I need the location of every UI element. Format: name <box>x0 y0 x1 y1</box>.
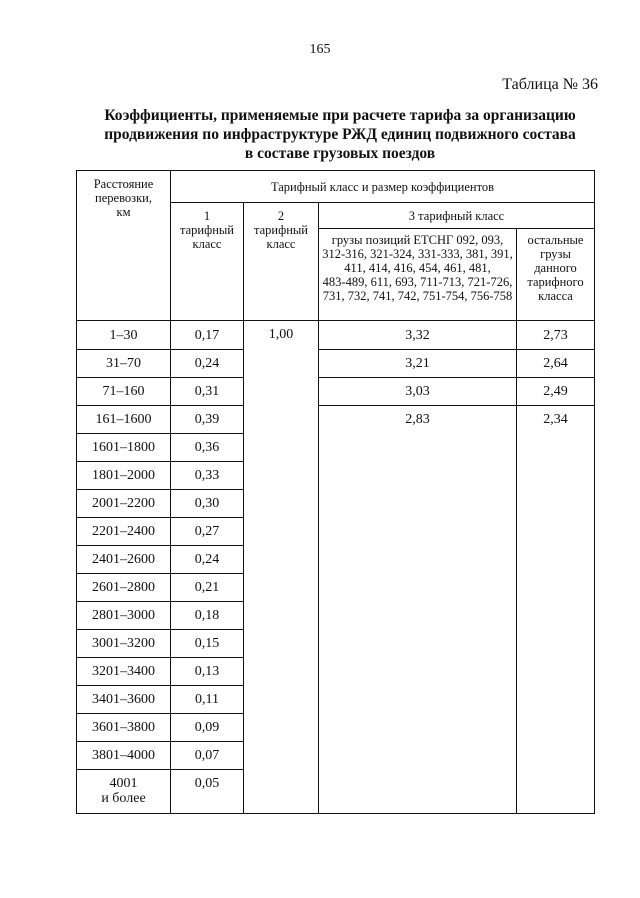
other-line: тарифного <box>527 275 584 289</box>
header-class-1 <box>171 203 244 321</box>
distance-cell: 2401–2600 <box>77 546 171 574</box>
distance-cell: 31–70 <box>77 350 171 378</box>
distance-cell: 1801–2000 <box>77 462 171 490</box>
header-class-3: 3 тарифный класс <box>319 203 595 229</box>
header-class-3-etsng <box>319 229 517 321</box>
distance-cell: 2001–2200 <box>77 490 171 518</box>
class1-cell: 0,39 <box>171 406 244 434</box>
other-line: остальные <box>527 233 584 247</box>
table-reference: Таблица № 36 <box>502 76 598 93</box>
class1-cell: 0,11 <box>171 686 244 714</box>
table-row <box>77 350 595 378</box>
class1-cell: 0,36 <box>171 434 244 462</box>
header-class-2 <box>244 203 319 321</box>
distance-cell: 161–1600 <box>77 406 171 434</box>
distance-cell: 71–160 <box>77 378 171 406</box>
distance-cell: 1601–1800 <box>77 434 171 462</box>
distance-cell: 2601–2800 <box>77 574 171 602</box>
etsng-line: грузы позиций ЕТСНГ 092, 093, <box>331 233 504 247</box>
header-tariff-group: Тарифный класс и размер коэффициентов <box>171 171 595 203</box>
class1-cell: 0,31 <box>171 378 244 406</box>
distance-cell: 1–30 <box>77 321 171 350</box>
header-distance-line: км <box>116 205 131 219</box>
etsng-line: 483-489, 611, 693, 711-713, 721-726, <box>322 275 513 289</box>
class2-cell: 1,00 <box>244 321 319 814</box>
etsng-line: 411, 414, 416, 454, 461, 481, <box>344 261 491 275</box>
header-class-3-other <box>517 229 595 321</box>
etsng-cell: 3,21 <box>319 350 517 378</box>
other-line: класса <box>538 289 573 303</box>
class1-cell: 0,05 <box>171 770 244 814</box>
other-cell: 2,49 <box>517 378 595 406</box>
distance-cell: 3401–3600 <box>77 686 171 714</box>
other-line: грузы <box>540 247 571 261</box>
class1-cell: 0,07 <box>171 742 244 770</box>
etsng-cell: 3,32 <box>319 321 517 350</box>
coefficients-table <box>76 170 595 814</box>
title-line: Коэффициенты, применяемые при расчете тарифа за организацию <box>104 107 576 124</box>
distance-cell: 3801–4000 <box>77 742 171 770</box>
header-distance-line: Расстояние <box>93 177 154 191</box>
class1-cell: 0,24 <box>171 350 244 378</box>
header-class-2-line: тарифный <box>254 223 308 237</box>
table-row <box>77 378 595 406</box>
distance-cell: 3201–3400 <box>77 658 171 686</box>
etsng-line: 312-316, 321-324, 331-333, 381, 391, <box>322 247 513 261</box>
distance-line: 4001 <box>109 776 138 791</box>
etsng-cell: 3,03 <box>319 378 517 406</box>
other-cell: 2,64 <box>517 350 595 378</box>
distance-cell <box>77 770 171 814</box>
header-distance-line: перевозки, <box>95 191 152 205</box>
header-class-1-line: тарифный <box>180 223 234 237</box>
distance-cell: 3001–3200 <box>77 630 171 658</box>
class1-cell: 0,30 <box>171 490 244 518</box>
class1-cell: 0,21 <box>171 574 244 602</box>
table-title <box>60 106 620 163</box>
header-distance <box>77 171 171 321</box>
header-class-1-line: 1 <box>203 209 211 223</box>
class1-cell: 0,27 <box>171 518 244 546</box>
class1-cell: 0,09 <box>171 714 244 742</box>
class1-cell: 0,15 <box>171 630 244 658</box>
class1-cell: 0,33 <box>171 462 244 490</box>
header-class-1-line: класс <box>192 237 222 251</box>
other-line: данного <box>534 261 577 275</box>
other-cell: 2,34 <box>517 406 595 814</box>
distance-cell: 3601–3800 <box>77 714 171 742</box>
table-row <box>77 406 595 434</box>
etsng-line: 731, 732, 741, 742, 751-754, 756-758 <box>322 289 513 303</box>
table-row <box>77 321 595 350</box>
class1-cell: 0,17 <box>171 321 244 350</box>
etsng-cell: 2,83 <box>319 406 517 814</box>
header-class-2-line: класс <box>266 237 296 251</box>
title-line: продвижения по инфраструктуре РЖД единиц подвижного состава <box>104 126 576 143</box>
other-cell: 2,73 <box>517 321 595 350</box>
class1-cell: 0,13 <box>171 658 244 686</box>
page-number: 165 <box>309 42 331 57</box>
distance-cell: 2201–2400 <box>77 518 171 546</box>
header-class-2-line: 2 <box>277 209 285 223</box>
title-line: в составе грузовых поездов <box>244 145 436 162</box>
distance-line: и более <box>101 791 146 806</box>
distance-cell: 2801–3000 <box>77 602 171 630</box>
class1-cell: 0,18 <box>171 602 244 630</box>
class1-cell: 0,24 <box>171 546 244 574</box>
